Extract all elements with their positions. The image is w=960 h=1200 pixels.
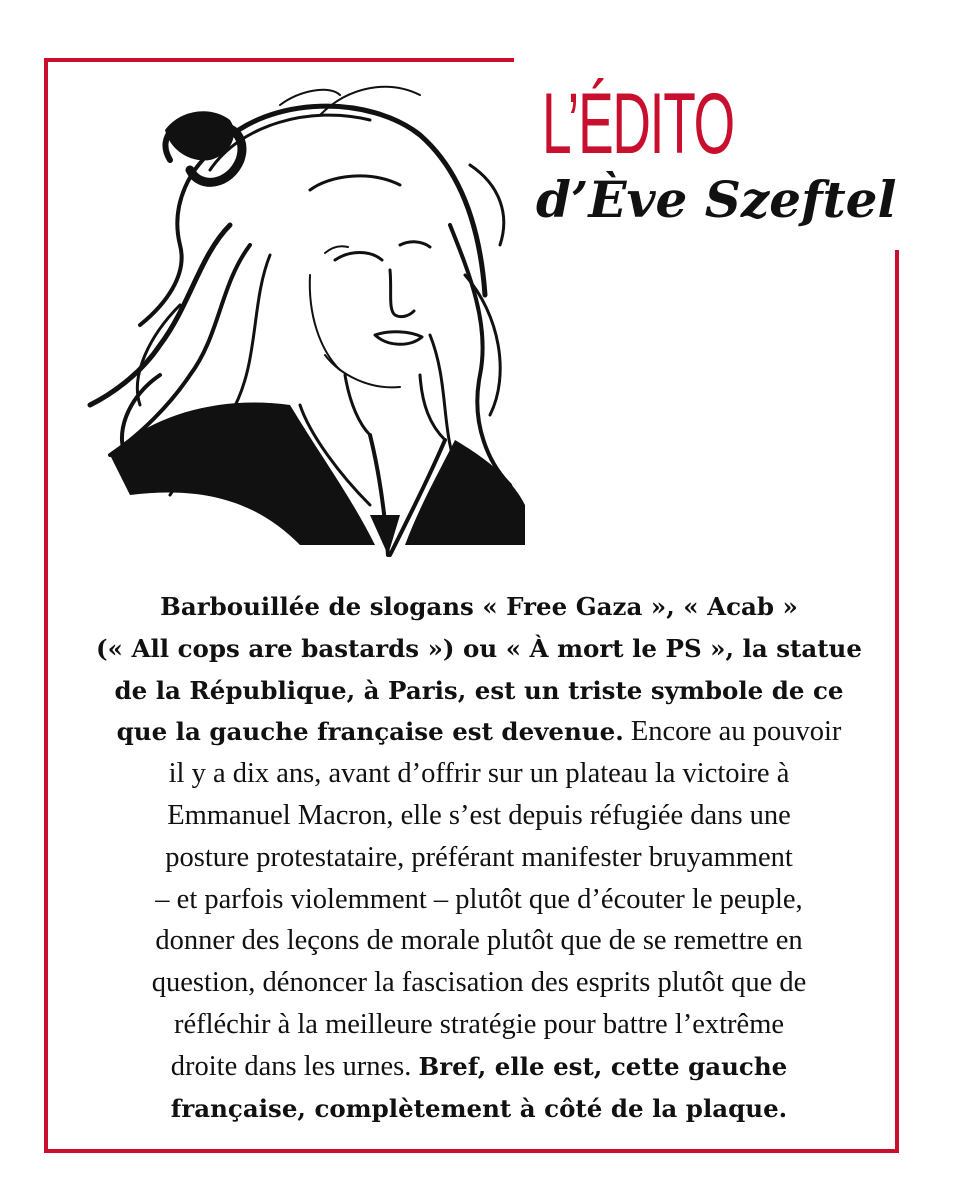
article-bold-text: que la gauche française est devenue. [116, 717, 624, 747]
frame-right-border [895, 250, 899, 1153]
article-line [66, 670, 892, 712]
article-regular-text: il y a dix ans, avant d’offrir sur un plateau la victoire à [168, 758, 790, 790]
article-bold-text: de la République, à Paris, est un triste symbole de ce [114, 675, 844, 705]
article-regular-text: question, dénoncer la fascisation des esprits plutôt que de [151, 967, 807, 999]
article-line [66, 1088, 892, 1130]
article-bold-text: française, complètement à côté de la plaque. [170, 1093, 788, 1123]
article-line [66, 837, 892, 879]
article-regular-text: Encore au pouvoir [623, 716, 842, 748]
frame-top-border [44, 58, 514, 62]
author-name: d’Ève Szeftel [536, 170, 897, 229]
article-line [66, 628, 892, 670]
article-line [66, 962, 892, 1004]
article-regular-text: droite dans les urnes. [170, 1050, 419, 1082]
article-bold-text: (« All cops are bastards ») ou « À mort le PS », la statue [96, 633, 862, 663]
article-line [66, 1046, 892, 1088]
article-regular-text: Emmanuel Macron, elle s’est depuis réfugiée dans une [167, 799, 791, 831]
article-regular-text: réfléchir à la meilleure stratégie pour battre l’extrême [173, 1008, 785, 1040]
frame-left-border [44, 58, 48, 1153]
article-line [66, 586, 892, 628]
article-bold-text: Barbouillée de slogans « Free Gaza », « Acab » [160, 592, 798, 621]
article-line [66, 753, 892, 795]
article-regular-text: posture protestataire, préférant manifester bruyamment [165, 841, 793, 873]
article-regular-text: – et parfois violemment – plutôt que d’écouter le peuple, [155, 883, 803, 915]
article-line [66, 711, 892, 753]
frame-bottom-border [44, 1149, 899, 1153]
article-body [66, 586, 892, 1129]
article-bold-text: Bref, elle est, cette gauche [418, 1051, 788, 1081]
woman-portrait-illustration-icon [70, 75, 530, 560]
article-line [66, 920, 892, 962]
article-line [66, 795, 892, 837]
article-regular-text: donner des leçons de morale plutôt que de se remettre en [155, 925, 803, 957]
article-line [66, 1004, 892, 1046]
article-line [66, 879, 892, 921]
edito-label: L’ÉDITO [542, 76, 734, 172]
edito-heading [536, 78, 906, 230]
